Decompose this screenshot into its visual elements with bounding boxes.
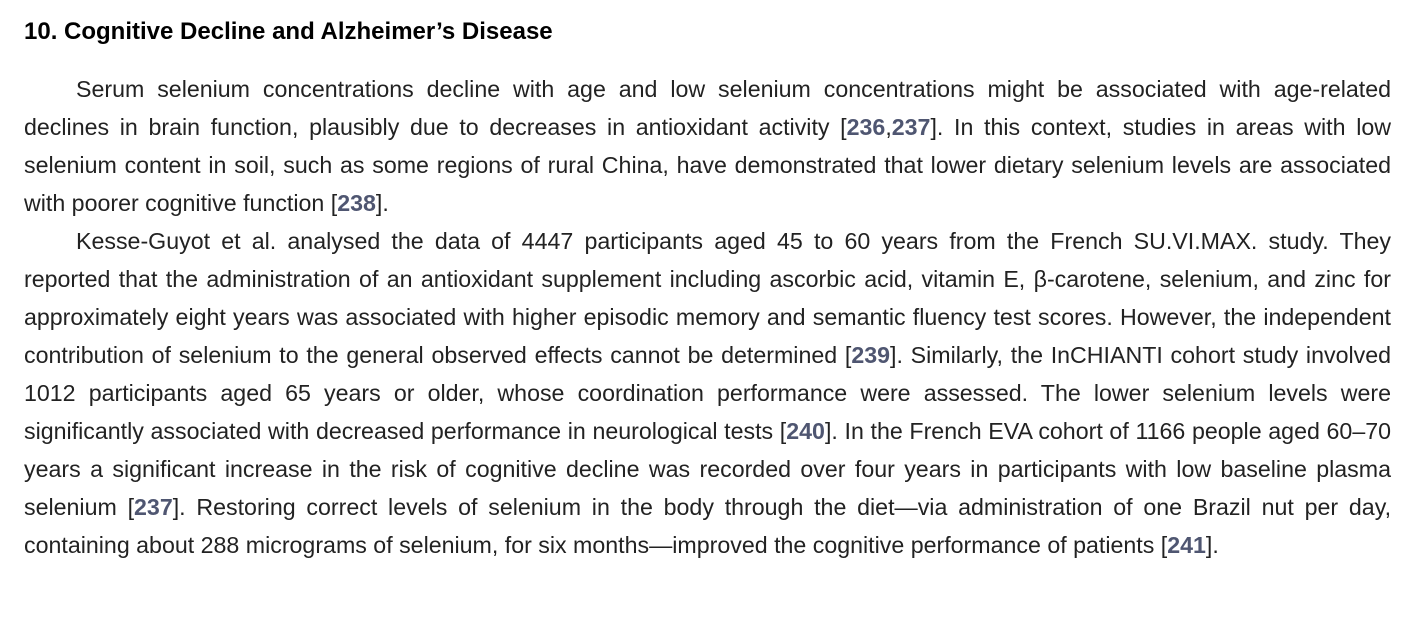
paragraph-text: Serum selenium concentrations decline with age and low selenium concentrations might be associated with age-related declines in brain function, plausibly due to decreases in antioxidant activity [: [24, 76, 1391, 140]
paragraph: [24, 222, 1391, 564]
paragraph-text: ]. In the French EVA cohort of 1166 people aged 60–70 years a significant increase in the risk of cognitive decline was recorded over four years in participants with low baseline plasma selenium [: [24, 418, 1392, 520]
citation-link[interactable]: 240: [786, 418, 825, 444]
paragraph-text: ,: [885, 114, 892, 140]
citation-link[interactable]: 236: [846, 114, 886, 140]
citation-link[interactable]: 237: [134, 494, 173, 520]
paragraph-text: ]. Restoring correct levels of selenium in the body through the diet—via administration of one Brazil nut per day, containing about 288 micrograms of selenium, for six months—improved the cognitive performance of patients [: [24, 494, 1392, 558]
paragraph-text: ]. Similarly, the InCHIANTI cohort study involved 1012 participants aged 65 years or older, whose coordination performance were assessed. The lower selenium levels were significantly associated with decreased performance in neurological tests [: [24, 342, 1392, 444]
citation-link[interactable]: 238: [337, 190, 376, 216]
citation-link[interactable]: 241: [1167, 532, 1206, 558]
citation-link[interactable]: 237: [891, 114, 931, 140]
paragraph-text: ].: [1205, 532, 1219, 558]
paragraph-text: ]. In this context, studies in areas with low selenium content in soil, such as some regions of rural China, have demonstrated that lower dietary selenium levels are associated with poorer cognitive function [: [24, 114, 1391, 216]
section-title: 10. Cognitive Decline and Alzheimer’s Disease: [24, 18, 553, 45]
article-body: [24, 14, 1391, 564]
citation-link[interactable]: 239: [851, 342, 891, 368]
paragraph: [24, 70, 1391, 222]
paragraph-text: ].: [375, 190, 389, 216]
paragraph-text: Kesse-Guyot et al. analysed the data of 4447 participants aged 45 to 60 years from the French SU.VI.MAX. study. They reported that the administration of an antioxidant supplement including ascorbic acid, vitamin E, β-carotene, selenium, and zinc for approximately eight years was associated with higher episodic memory and semantic fluency test scores. However, the independent contribution of selenium to the general observed effects cannot be determined [: [24, 228, 1391, 368]
